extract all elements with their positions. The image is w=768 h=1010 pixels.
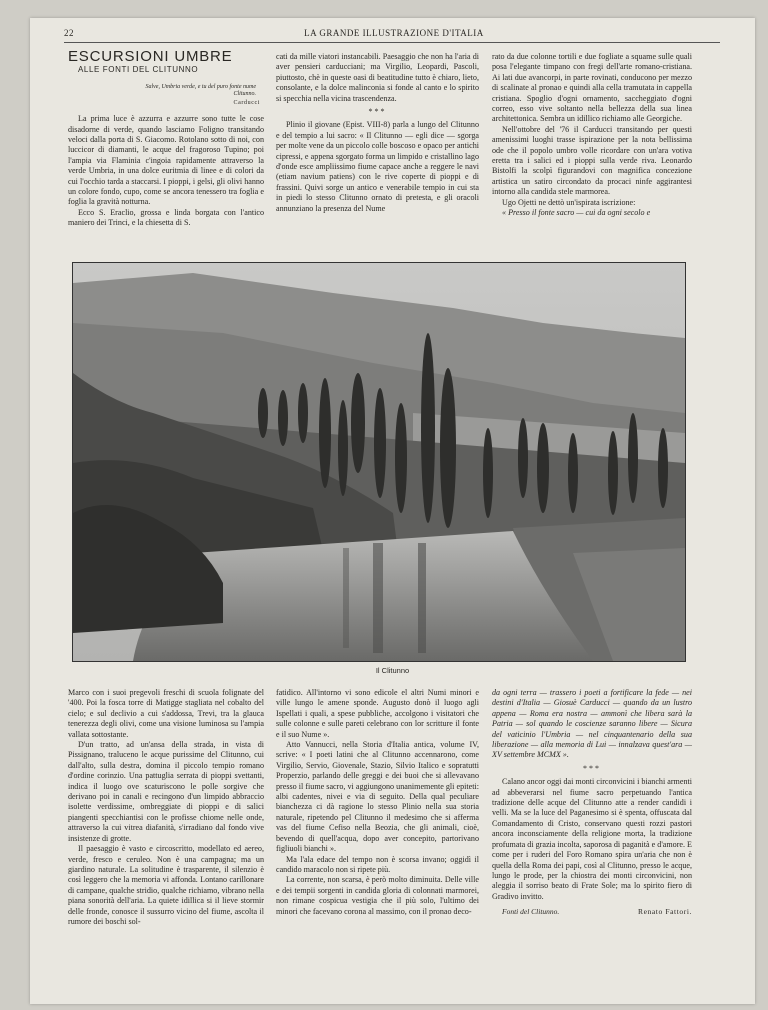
page-number: 22 [64, 28, 74, 38]
column-1 [68, 48, 264, 229]
epigraph: Salve, Umbria verde, e tu del puro fonte nume Clitunno. [145, 83, 256, 97]
article-title: ESCURSIONI UMBRE [68, 48, 233, 65]
paragraph: La prima luce è azzurra e azzurre sono tutte le cose disadorne di verde, quando lasciamo Foligno transitando veloci dalla porta di S. Giacomo. Rotolano sotto di noi, con luccicor di diamanti, le acque del fragoroso Tupino; poi l'ampia via Flaminia c'ingoia rapidamente attraverso la verde Umbria, in una dolce euritmia di linee e di colori da cui l'occhio tarda a staccarsi. I pioppi, i gelsi, gli olivi hanno un colore fondo, cupo, come se ancora tenessero tra foglia e foglia la gravità notturna. [68, 114, 264, 207]
paragraph: D'un tratto, ad un'ansa della strada, in vista di Pissignano, traluceno le acque purissime del Clitunno, cui dall'alto, sulla destra, domina il piccolo tempio romano d'ordine corinzio. Una pattuglia serrata di pioppi svettanti, indica il luogo ove scaturiscono le polle sorgive che derivano poi in canali e recingono d'un limpido abbraccio isolette verdissime, ombreggiate di pioppi e di salici piangenti specchiantisi con le profisse chiome nelle onde, attraverso la cui vitrea diafanità, s'irradiano dal fondo vive insistenze di grotte. [68, 740, 264, 843]
paragraph: cati da mille viatori instancabili. Paesaggio che non ha l'aria di aver pensieri carducciani; ma Virgilio, Leopardi, Pascoli, piuttosto, chè in queste oasi di beatitudine tutto è chiaro, lieto, consolante, e la dolce malinconia si fonde al canto e lo spirito si specchia nella vicina trascendenza. [276, 52, 479, 103]
paragraph: rato da due colonne tortili e due fogliate a squame sulle quali posa l'elegante timpano con fregi dell'arte romano-cristiana. Ai lati due avancorpi, in parte rovinati, conducono per mezzo di scalinate al pronao e quindi alla cella tramutata in cappella cristiana. Spoglio d'ogni ornamento, saccheggiato d'ogni correo, esso vive soltanto nella bellezza della sua linea architettonica. Sembra un idillico richiamo alle Georgiche. [492, 52, 692, 124]
column-3 [492, 52, 692, 219]
paragraph: Il paesaggio è vasto e circoscritto, modellato ed aereo, verde, fresco e ceruleo. Non è una campagna; ma un giardino naturale. La solitudine è trasparente, il silenzio è così leggero che la memoria vi affonda. Lontano carillonare di campane, qualche stridio, qualche richiamo, vibrano nella piana sonorità dell'aria. La quiete idillica si il lieve stormir delle fronde, conosce il sussurro vicino del fiume, ascolta il rumore dei boschi sol- [68, 844, 264, 926]
signature-place: Fonti del Clitunno. [502, 907, 560, 917]
article-subtitle: ALLE FONTI DEL CLITUNNO [78, 65, 199, 75]
signature-line [492, 907, 692, 917]
column-6 [492, 688, 692, 918]
magazine-title: LA GRANDE ILLUSTRAZIONE D'ITALIA [304, 28, 484, 38]
paragraph: Ma l'ala edace del tempo non è scorsa invano; oggidì il candido maracolo non si ripete più. [276, 854, 479, 874]
magazine-page [30, 18, 755, 1004]
inscription-continued: da ogni terra — trassero i poeti a fortificare la fede — nei destini d'Italia — Giosuè Carducci — quando da un lustro appena — Roma era nostra — ammonì che libera sarà la Patria — sol quando le coscienze saranno libere — Sicura del vaticinio l'Umbria — nel cinquantenario della sua liberazione — alla memoria di Lui — innalzava quest'ara — XV settembre MCMX ». [492, 688, 692, 760]
paragraph: Calano ancor oggi dai monti circonvicini i bianchi armenti ad abbeverarsi nel fiume sacro perpetuando l'antica tradizione delle acque del Clitunno atte a render candidi i velli. Ma se la luce del Paganesimo si è spenta, offuscata dal Comandamento di Cristo, conservano questi rozzi pastori ancora inconsciamente della religione morta, la tradizione profumata di grazia incolta, saporosa di paganità e d'amore. E come per i ruderi del Foro Romano spira un'aria che non è quella della Roma dei papi, così al Clitunno, presso le acque, lungo le prode, per la chiostra dei monti circonvicini, non aleggia il sorriso beato di Frate Sole; ma lo spirito fiero di Gradivo invitto. [492, 777, 692, 901]
landscape-image [73, 263, 685, 661]
paragraph: La corrente, non scarsa, è però molto diminuita. Delle ville e dei tempii sorgenti in candida gloria di colonnati marmorei, non rimane cospicua vestigia che il più solo, l'ultimo dei minori che facevano corona al massimo, con il pronao deco- [276, 875, 479, 916]
column-5 [276, 688, 479, 917]
paragraph: Nell'ottobre del '76 il Carducci transitando per questi amenissimi luoghi trasse ispirazione per la nota bellissima ode che il popolo umbro volle ricordare con un'ara votiva eretta tra i salici ed i pioppi sulla verde riva. Leonardo Bistolfi la scolpì figurandovi con magnifica concezione artistica un satiro circondato da procaci ninfe aggirantesi intorno alla candida stele marmorea. [492, 124, 692, 197]
paragraph: Ugo Ojetti ne dettò un'ispirata iscrizione: [502, 197, 636, 207]
paragraph: Ecco S. Eraclio, grossa e linda borgata con l'antico maniero dei Trinci, e la chiesetta di S. [68, 207, 264, 228]
header-rule [64, 42, 720, 43]
inscription-start: « Presso il fonte sacro — cui da ogni secolo e [502, 208, 651, 218]
paragraph: Marco con i suoi pregevoli freschi di scuola folignate del '400. Poi la fosca torre di Matigge stagliata nel cobalto del cielo; e sul declivio a cui s'addossa, Trevi, tra la glauca tenerezza degli olivi, come una visione luminosa su l'ampia vallata sottostante. [68, 688, 264, 739]
column-2 [276, 52, 479, 214]
epigraph-author: Carducci [233, 99, 260, 106]
column-4 [68, 688, 264, 927]
signature-author: Renato Fattori. [638, 907, 692, 917]
section-separator: *** [368, 107, 387, 117]
page-header [64, 28, 724, 42]
paragraph: Plinio il giovane (Epist. VIII-8) parla a lungo del Clitunno e del tempio a lui sacro: « Il Clitunno — egli dice — sgorga per molte vene da un piccolo colle boscoso e opaco per antichi cipressi, e appena sgorgato forma un limpido e cristallino lago d'onde esce ampliissimo fiume capace anche a reggere le navi (etiam navium patiens) con le rive coperte di pioppi e di frassini. Quivi sorge un antico e venerabile tempio in cui sta in piedi lo stesso Clitunno ornato di pretesta, e gli oracoli annunziano la presenza del Nume [276, 120, 479, 213]
photo-caption: Il Clitunno [375, 666, 410, 675]
paragraph: Atto Vannucci, nella Storia d'Italia antica, volume IV, scrive: « I poeti latini che al Clitunno accennarono, come Virgilio, Servio, Giovenale, Stazio, Silvio Italico e sopratutti Properzio, parlando delle greggi e dei buoi che si allevavano presso il fiume sacro, vi aggiungono unanimemente gli epiteti: albi cadentes, nivei e via di seguito. Della qual peculiare bianchezza ci dà ragione lo stesso Plinio nella sua storia naturale, ripetendo pel Clitunno il medesimo che si afferma vas del fiume Cefiso nella Beozia, che gli animali, cioè, bevendo di quell'acqua, dopo aver concepito, partorivano figliuoli bianchi ». [276, 740, 479, 854]
clitunno-photograph [72, 262, 686, 662]
section-separator: *** [583, 763, 601, 773]
paragraph: fatidico. All'intorno vi sono edicole el altri Numi minori e ville lungo le amene sponde. Augusto donò il luogo agli Ispellati i quali, a spese pubbliche, accolgono i visitatori che sulle colonne e sulle pareti celebrano con lor scritture il fonte e il suo Nume ». [276, 688, 479, 739]
